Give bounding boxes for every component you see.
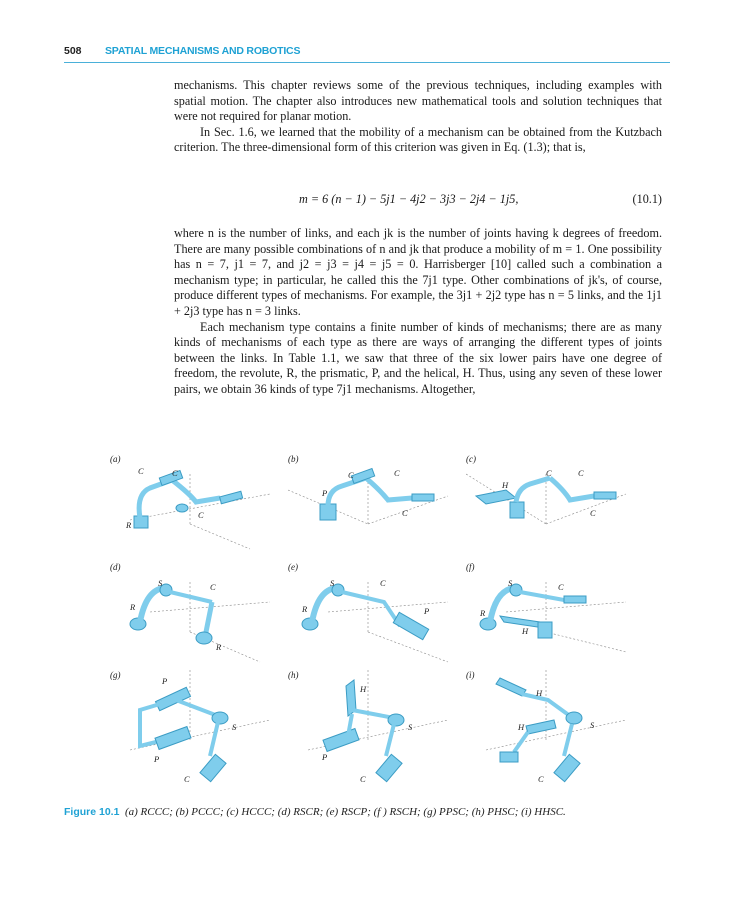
joint-label: C xyxy=(578,468,584,478)
panel-label: (d) xyxy=(110,562,121,572)
joint-label: P xyxy=(322,752,328,762)
joint-label: C xyxy=(546,468,552,478)
mechanism-drawing xyxy=(288,562,458,672)
figure-panel-d xyxy=(110,562,280,672)
mechanism-drawing xyxy=(466,670,636,794)
joint-label: H xyxy=(536,688,543,698)
figure-panel-c xyxy=(466,454,636,564)
page-header xyxy=(64,44,670,63)
joint-label: H xyxy=(522,626,529,636)
joint-label: P xyxy=(162,676,168,686)
body-text-bottom xyxy=(174,226,662,398)
paragraph-2: In Sec. 1.6, we learned that the mobility of a mechanism can be obtained from the Kutzbach criterion. The three-dimensional form of this criterion was given in Eq. (1.3); that is, xyxy=(174,124,662,155)
paragraph-1: mechanisms. This chapter reviews some of the previous techniques, including examples with spatial motion. The chapter also introduces new mathematical tools and solution techniques that were not required for planar motion. xyxy=(174,78,662,124)
mechanism-drawing xyxy=(288,670,458,794)
running-head: SPATIAL MECHANISMS AND ROBOTICS xyxy=(105,45,301,57)
figure-panel-g xyxy=(110,670,280,784)
panel-label: (g) xyxy=(110,670,121,680)
joint-label: C xyxy=(590,508,596,518)
equation-body: m = 6 (n − 1) − 5j1 − 4j2 − 3j3 − 2j4 − 1j5, xyxy=(299,192,519,206)
joint-label: C xyxy=(402,508,408,518)
joint-label: C xyxy=(210,582,216,592)
joint-label: C xyxy=(348,470,354,480)
joint-label: P xyxy=(424,606,430,616)
figure-caption xyxy=(64,806,684,818)
paragraph-4: Each mechanism type contains a finite number of kinds of mechanisms; there are as many kinds of mechanisms of each type as there are ways of arranging the different types of joints between the links. In Table 1.1, we saw that three of the six lower pairs have one degree of freedom, the revolute, R, the prismatic, P, and the helical, H. Thus, using any seven of these lower pairs, we obtain 36 kinds of type 7j1 mechanisms. Altogether, xyxy=(174,319,662,396)
joint-label: C xyxy=(198,510,204,520)
figure-caption-label: Figure 10.1 xyxy=(64,806,120,818)
joint-label: R xyxy=(216,642,222,652)
figure-caption-text: (a) RCCC; (b) PCCC; (c) HCCC; (d) RSCR; (e) RSCP; (f ) RSCH; (g) PPSC; (h) PHSC; (i) HHSC. xyxy=(124,806,566,818)
panel-label: (a) xyxy=(110,454,121,464)
joint-label: S xyxy=(330,578,335,588)
joint-label: C xyxy=(138,466,144,476)
joint-label: C xyxy=(394,468,400,478)
mechanism-drawing xyxy=(466,562,636,672)
panel-label: (f) xyxy=(466,562,475,572)
figure-panel-e xyxy=(288,562,458,672)
joint-label: S xyxy=(232,722,237,732)
joint-label: C xyxy=(538,774,544,784)
figure-panel-a xyxy=(110,454,280,564)
mechanism-drawing xyxy=(288,454,458,564)
joint-label: C xyxy=(184,774,190,784)
joint-label: H xyxy=(502,480,509,490)
equation-10-1 xyxy=(174,192,662,210)
joint-label: R xyxy=(130,602,136,612)
mechanism-drawing xyxy=(110,454,280,564)
joint-label: H xyxy=(360,684,367,694)
joint-label: S xyxy=(408,722,413,732)
equation-number: (10.1) xyxy=(632,192,662,206)
panel-label: (c) xyxy=(466,454,476,464)
panel-label: (h) xyxy=(288,670,299,680)
figure-panel-h xyxy=(288,670,458,784)
mechanism-drawing xyxy=(110,670,280,794)
joint-label: P xyxy=(322,488,328,498)
joint-label: S xyxy=(590,720,595,730)
panel-label: (b) xyxy=(288,454,299,464)
joint-label: R xyxy=(480,608,486,618)
body-text-top xyxy=(174,78,662,156)
joint-label: H xyxy=(518,722,525,732)
joint-label: C xyxy=(380,578,386,588)
joint-label: C xyxy=(558,582,564,592)
figure-10-1 xyxy=(96,448,656,796)
panel-label: (e) xyxy=(288,562,298,572)
mechanism-drawing xyxy=(110,562,280,672)
panel-label: (i) xyxy=(466,670,475,680)
page-number: 508 xyxy=(64,45,82,57)
joint-label: C xyxy=(172,468,178,478)
figure-panel-f xyxy=(466,562,636,672)
mechanism-drawing xyxy=(466,454,636,564)
joint-label: S xyxy=(158,578,163,588)
joint-label: C xyxy=(360,774,366,784)
figure-panel-b xyxy=(288,454,458,564)
figure-panel-i xyxy=(466,670,636,784)
joint-label: R xyxy=(126,520,132,530)
joint-label: R xyxy=(302,604,308,614)
joint-label: S xyxy=(508,578,513,588)
joint-label: P xyxy=(154,754,160,764)
paragraph-3: where n is the number of links, and each jk is the number of joints having k degrees of freedom. There are many possible combinations of n and jk that produce a mobility of m = 1. One possibility has n = 7, j1 = 7, and j2 = j3 = j4 = j5 = 0. Harrisberger [10] called such a combination a mechanism type; in particular, he called this the 7j1 type. Other combinations of jk's, of course, produce different types of mechanisms. For example, the 3j1 + 2j2 type has n = 5 links, and the 1j1 + 2j3 type has n = 3 links. xyxy=(174,226,662,318)
